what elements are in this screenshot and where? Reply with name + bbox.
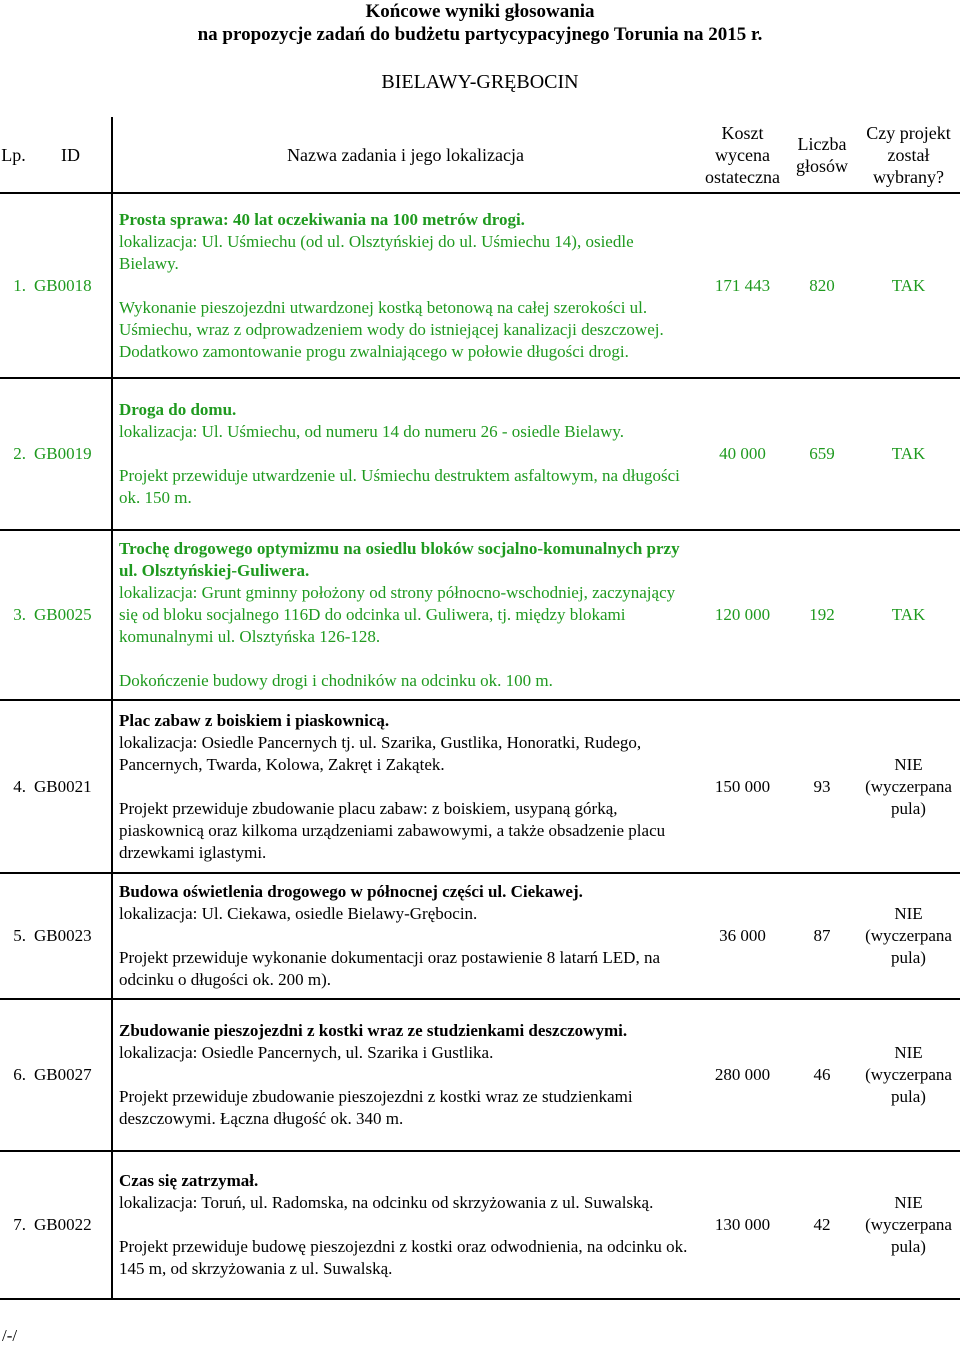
row-votes: 820	[787, 193, 857, 378]
document-title-line-1: Końcowe wyniki głosowania	[365, 1, 595, 22]
row-description	[112, 378, 698, 530]
project-description: Projekt przewiduje utwardzenie ul. Uśmiechu destruktem asfaltowym, na długości ok. 150 m.	[119, 466, 680, 507]
column-header-lp: Lp.	[0, 117, 30, 193]
row-selected-status: NIE (wyczerpana pula)	[857, 873, 960, 999]
row-id: GB0027	[30, 999, 112, 1151]
row-selected-status: TAK	[857, 530, 960, 700]
project-title: Trochę drogowego optymizmu na osiedlu bloków socjalno-komunalnych przy ul. Olsztyńskiej-Guliwera.	[119, 539, 680, 580]
district-name: BIELAWY-GRĘBOCIN	[381, 71, 579, 93]
project-description: Dokończenie budowy drogi i chodników na odcinku ok. 100 m.	[119, 671, 553, 690]
row-id: GB0021	[30, 700, 112, 873]
paragraph-gap	[119, 443, 692, 465]
project-title: Plac zabaw z boiskiem i piaskownicą.	[119, 710, 390, 730]
row-votes: 93	[787, 700, 857, 873]
project-description: Projekt przewiduje wykonanie dokumentacji oraz postawienie 8 latarń LED, na odcinku o długości ok. 200 m).	[119, 948, 660, 989]
project-location: lokalizacja: Ul. Uśmiechu, od numeru 14 do numeru 26 - osiedle Bielawy.	[119, 422, 624, 441]
row-cost: 40 000	[698, 378, 787, 530]
project-location: lokalizacja: Grunt gminny położony od strony północno-wschodniej, zaczynający się od bloku socjalnego 116D do odcinka ul. Guliwera, tj. między blokami komunalnymi ul. Olsztyńska 126-128.	[119, 583, 676, 646]
project-location: lokalizacja: Toruń, ul. Radomska, na odcinku od skrzyżowania z ul. Suwalską.	[119, 1193, 654, 1212]
column-header-votes: Liczba głosów	[787, 117, 857, 193]
project-title: Droga do domu.	[119, 400, 237, 419]
row-lp: 6.	[0, 999, 30, 1151]
row-selected-status: NIE (wyczerpana pula)	[857, 1151, 960, 1299]
document-title-line-2: na propozycje zadań do budżetu partycypacyjnego Torunia na 2015 r.	[197, 24, 763, 45]
row-id: GB0019	[30, 378, 112, 530]
row-lp: 7.	[0, 1151, 30, 1299]
row-cost: 120 000	[698, 530, 787, 700]
footer-note: /-/	[2, 1326, 18, 1345]
row-description	[112, 1151, 698, 1299]
column-header-cost: Koszt wycena ostateczna	[698, 117, 787, 193]
paragraph-gap	[119, 925, 692, 947]
row-lp: 1.	[0, 193, 30, 378]
row-votes: 46	[787, 999, 857, 1151]
row-lp: 2.	[0, 378, 30, 530]
row-votes: 87	[787, 873, 857, 999]
project-description: Projekt przewiduje zbudowanie placu zabaw: z boiskiem, usypaną górką, piaskownicą oraz kilkoma urządzeniami zabawowymi, a także obsadzenie placu drzewkami iglastymi.	[119, 798, 666, 862]
row-cost: 36 000	[698, 873, 787, 999]
column-header-id: ID	[30, 117, 112, 193]
row-description	[112, 999, 698, 1151]
header-row	[0, 117, 960, 193]
table-row	[0, 530, 960, 700]
column-header-selected: Czy projekt został wybrany?	[857, 117, 960, 193]
project-location: lokalizacja: Ul. Ciekawa, osiedle Bielawy-Grębocin.	[119, 904, 478, 923]
row-id: GB0025	[30, 530, 112, 700]
project-description: Wykonanie pieszojezdni utwardzonej kostką betonową na całej szerokości ul. Uśmiechu, wraz z odprowadzeniem wody do istniejącej kanalizacji deszczowej. Dodatkowo zamontowanie progu zwalniającego w połowie długości drogi.	[119, 297, 664, 361]
row-lp: 3.	[0, 530, 30, 700]
project-title: Prosta sprawa: 40 lat oczekiwania na 100 metrów drogi.	[119, 209, 525, 229]
table-row	[0, 999, 960, 1151]
paragraph-gap	[119, 776, 692, 798]
table-row	[0, 378, 960, 530]
row-cost: 130 000	[698, 1151, 787, 1299]
project-description: Projekt przewiduje zbudowanie pieszojezdni z kostki wraz ze studzienkami deszczowymi. Łączna długość ok. 340 m.	[119, 1087, 633, 1128]
table-row	[0, 873, 960, 999]
row-description	[112, 193, 698, 378]
row-selected-status: TAK	[857, 193, 960, 378]
row-id: GB0023	[30, 873, 112, 999]
paragraph-gap	[119, 648, 692, 670]
row-description	[112, 700, 698, 873]
table-row	[0, 700, 960, 873]
row-lp: 5.	[0, 873, 30, 999]
project-title: Czas się zatrzymał.	[119, 1171, 259, 1190]
project-location: lokalizacja: Osiedle Pancernych tj. ul. Szarika, Gustlika, Honoratki, Rudego, Pancernych, Twarda, Kolowa, Zakręt i Zakątek.	[119, 732, 642, 774]
row-lp: 4.	[0, 700, 30, 873]
project-title: Zbudowanie pieszojezdni z kostki wraz ze studzienkami deszczowymi.	[119, 1021, 628, 1040]
results-table	[0, 117, 960, 1300]
row-votes: 659	[787, 378, 857, 530]
row-selected-status: NIE (wyczerpana pula)	[857, 700, 960, 873]
project-location: lokalizacja: Ul. Uśmiechu (od ul. Olsztyńskiej do ul. Uśmiechu 14), osiedle Bielawy.	[119, 231, 634, 273]
row-votes: 192	[787, 530, 857, 700]
row-cost: 171 443	[698, 193, 787, 378]
row-id: GB0022	[30, 1151, 112, 1299]
project-description: Projekt przewiduje budowę pieszojezdni z kostki oraz odwodnienia, na odcinku ok. 145 m, od skrzyżowania z ul. Suwalską.	[119, 1237, 688, 1278]
row-votes: 42	[787, 1151, 857, 1299]
project-title: Budowa oświetlenia drogowego w północnej części ul. Ciekawej.	[119, 882, 583, 901]
paragraph-gap	[119, 1214, 692, 1236]
row-id: GB0018	[30, 193, 112, 378]
row-cost: 150 000	[698, 700, 787, 873]
table-row	[0, 1151, 960, 1299]
row-cost: 280 000	[698, 999, 787, 1151]
project-location: lokalizacja: Osiedle Pancernych, ul. Szarika i Gustlika.	[119, 1043, 494, 1062]
row-selected-status: NIE (wyczerpana pula)	[857, 999, 960, 1151]
table-row	[0, 193, 960, 378]
row-description	[112, 530, 698, 700]
column-header-name: Nazwa zadania i jego lokalizacja	[112, 117, 698, 193]
row-selected-status: TAK	[857, 378, 960, 530]
paragraph-gap	[119, 1064, 692, 1086]
paragraph-gap	[119, 275, 692, 297]
row-description	[112, 873, 698, 999]
